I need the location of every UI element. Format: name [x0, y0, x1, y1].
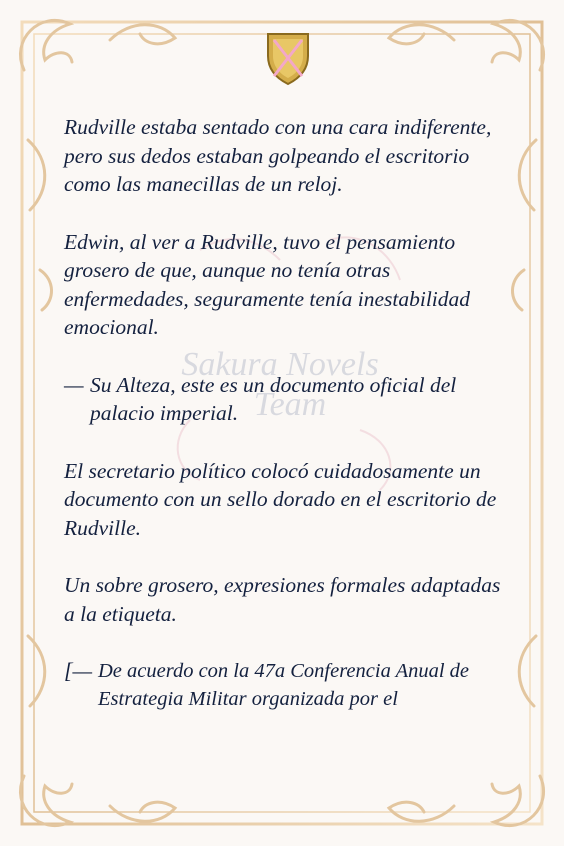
paragraph-1: Rudville estaba sentado con una cara indiferente, pero sus dedos estaban golpeando el escritorio como las manecillas de un reloj.	[64, 115, 492, 196]
document-quote	[64, 657, 514, 713]
dialog-dash: —	[64, 371, 84, 397]
story-text	[64, 113, 514, 713]
watermark-line2: Team	[253, 386, 327, 423]
shield-crest-icon	[264, 30, 312, 86]
dialog-line	[64, 371, 514, 428]
dialog-text: Su Alteza, este es un documento oficial del palacio imperial.	[90, 372, 457, 425]
paragraph-3: El secretario político colocó cuidadosamente un documento con un sello dorado en el escritorio de Rudville.	[64, 458, 497, 540]
quote-text: De acuerdo con la 47a Conferencia Anual de Estrategia Militar organizada por el	[98, 660, 470, 710]
paragraph-2: Edwin, al ver a Rudville, tuvo el pensamiento grosero de que, aunque no tenía otras enfermedades, seguramente tenía inestabilidad emocional.	[64, 229, 471, 339]
quote-bracket: [—	[64, 658, 93, 683]
paragraph-4: Un sobre grosero, expresiones formales adaptadas a la etiqueta.	[64, 573, 501, 626]
watermark-line1: Sakura Novels	[181, 346, 379, 383]
